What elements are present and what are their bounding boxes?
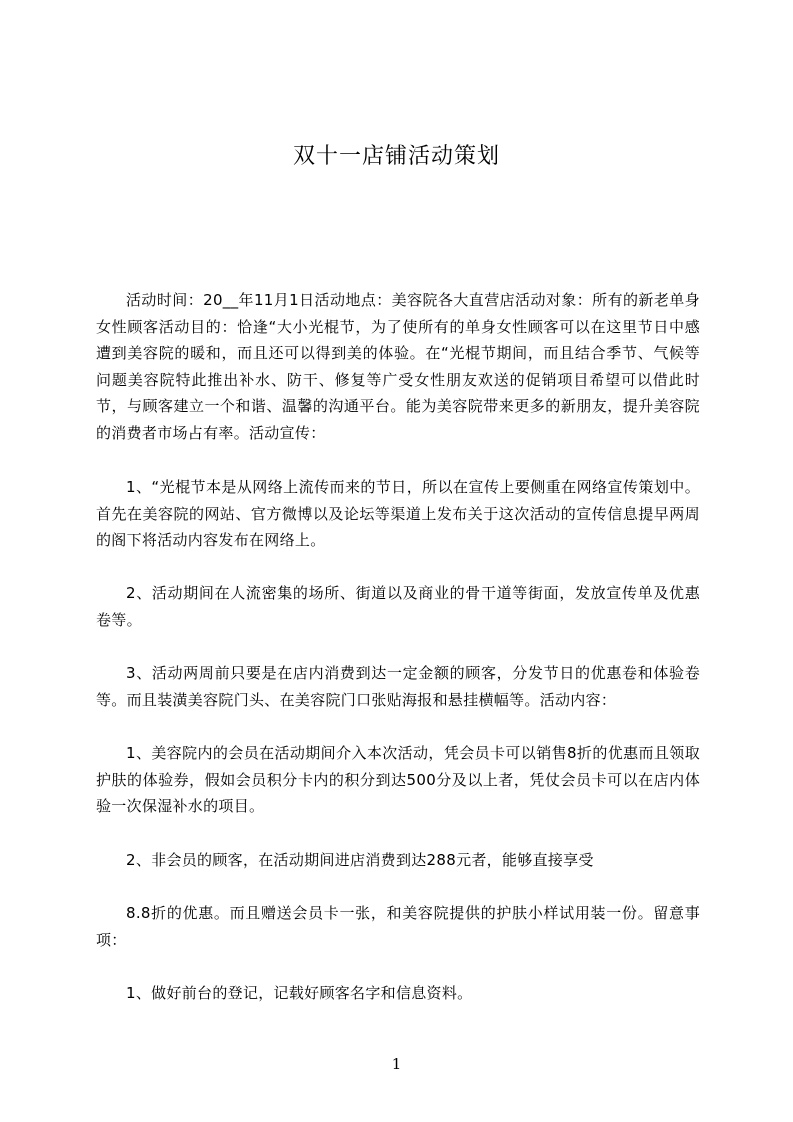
- paragraph-frontdesk-note: 1、做好前台的登记，记载好顾客名字和信息资料。: [126, 984, 473, 1002]
- paragraph-member-benefits: 1、美容院内的会员在活动期间介入本次活动，凭会员卡可以销售8折的优惠而且领取护肤的体验券，假如会员积分卡内的积分到达500分及以上者，凭仗会员卡可以在店内体验一次保湿补水的项目。: [96, 744, 700, 815]
- paragraph-promo-instore: 3、活动两周前只要是在店内消费到达一定金额的顾客，分发节日的优惠卷和体验卷等。而且装潢美容院门头、在美容院门口张贴海报和悬挂横幅等。活动内容：: [96, 664, 700, 709]
- document-title: 双十一店铺活动策划: [292, 144, 500, 169]
- page-number: 1: [391, 1055, 402, 1073]
- paragraph-discount-notes: 8.8折的优惠。而且赠送会员卡一张，和美容院提供的护肤小样试用装一份。留意事项：: [96, 904, 700, 949]
- paragraph-nonmember-benefits: 2、非会员的顾客，在活动期间进店消费到达288元者，能够直接享受: [126, 851, 594, 869]
- paragraph-promo-flyers: 2、活动期间在人流密集的场所、街道以及商业的骨干道等街面，发放宣传单及优惠卷等。: [96, 584, 700, 629]
- paragraph-promo-online: 1、“光棍节本是从网络上流传而来的节日，所以在宣传上要侧重在网络宣传策划中。首先在美容院的网站、官方微博以及论坛等渠道上发布关于这次活动的宣传信息提早两周的阁下将活动内容发布在网络上。: [96, 478, 700, 549]
- paragraph-activity-overview: 活动时间：20__年11月1日活动地点：美容院各大直营店活动对象：所有的新老单身女性顾客活动目的：恰逢“大小光棍节，为了使所有的单身女性顾客可以在这里节日中感遭到美容院的暖和，而且还可以得到美的体验。在“光棍节期间，而且结合季节、气候等问题美容院特此推出补水、防干、修复等广受女性朋友欢送的促销项目希望可以借此时节，与顾客建立一个和谐、温馨的沟通平台。能为美容院带来更多的新朋友，提升美容院的消费者市场占有率。活动宣传：: [96, 291, 700, 442]
